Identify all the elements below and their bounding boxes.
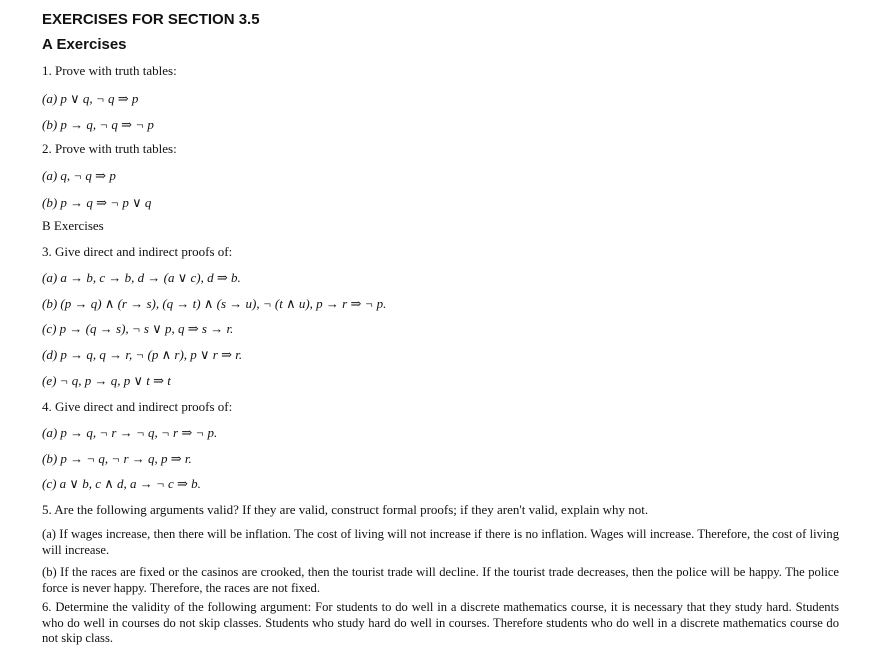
- q5-prompt: 5. Are the following arguments valid? If they are valid, construct formal proofs; if they aren't valid, explain why not.: [42, 502, 649, 517]
- q3-c: (c) p → (q → s), ¬ s ∨ p, q ⇒ s → r.: [42, 321, 234, 336]
- q4-prompt: 4. Give direct and indirect proofs of:: [42, 399, 233, 414]
- q3-a: (a) a → b, c → b, d → (a ∨ c), d ⇒ b.: [42, 270, 241, 285]
- q2-b: (b) p → q ⇒ ¬ p ∨ q: [42, 195, 152, 210]
- q1-b: (b) p → q, ¬ q ⇒ ¬ p: [42, 117, 154, 132]
- section-title: EXERCISES FOR SECTION 3.5: [42, 11, 260, 28]
- q3-e: (e) ¬ q, p → q, p ∨ t ⇒ t: [42, 373, 171, 388]
- a-exercises-heading: A Exercises: [42, 36, 127, 53]
- q1-a: (a) p ∨ q, ¬ q ⇒ p: [42, 91, 139, 106]
- q2-a: (a) q, ¬ q ⇒ p: [42, 168, 116, 183]
- q5-a: (a) If wages increase, then there will be inflation. The cost of living will not increase if there is no inflation. Wages will increase. Therefore, the cost of living will increase.: [42, 527, 839, 557]
- q5-b: (b) If the races are fixed or the casinos are crooked, then the tourist trade will decline. If the tourist trade decreases, then the police will be happy. The police force is never happy. Therefore, the races are not fixed.: [42, 565, 839, 595]
- b-exercises-heading: B Exercises: [42, 218, 104, 233]
- q3-b: (b) (p → q) ∧ (r → s), (q → t) ∧ (s → u), ¬ (t ∧ u), p → r ⇒ ¬ p.: [42, 296, 387, 311]
- q6-prompt: 6. Determine the validity of the following argument: For students to do well in a discrete mathematics course, it is necessary that they study hard. Students who do well in courses do not skip classes. Students who study hard do well in courses. Therefore students who do well in a discrete mathematics course do not skip class.: [42, 600, 839, 645]
- q3-d: (d) p → q, q → r, ¬ (p ∧ r), p ∨ r ⇒ r.: [42, 347, 243, 362]
- q1-prompt: 1. Prove with truth tables:: [42, 63, 177, 78]
- q4-c: (c) a ∨ b, c ∧ d, a → ¬ c ⇒ b.: [42, 476, 201, 491]
- q4-a: (a) p → q, ¬ r → ¬ q, ¬ r ⇒ ¬ p.: [42, 425, 218, 440]
- q4-b: (b) p → ¬ q, ¬ r → q, p ⇒ r.: [42, 451, 192, 466]
- q2-prompt: 2. Prove with truth tables:: [42, 141, 177, 156]
- q3-prompt: 3. Give direct and indirect proofs of:: [42, 244, 233, 259]
